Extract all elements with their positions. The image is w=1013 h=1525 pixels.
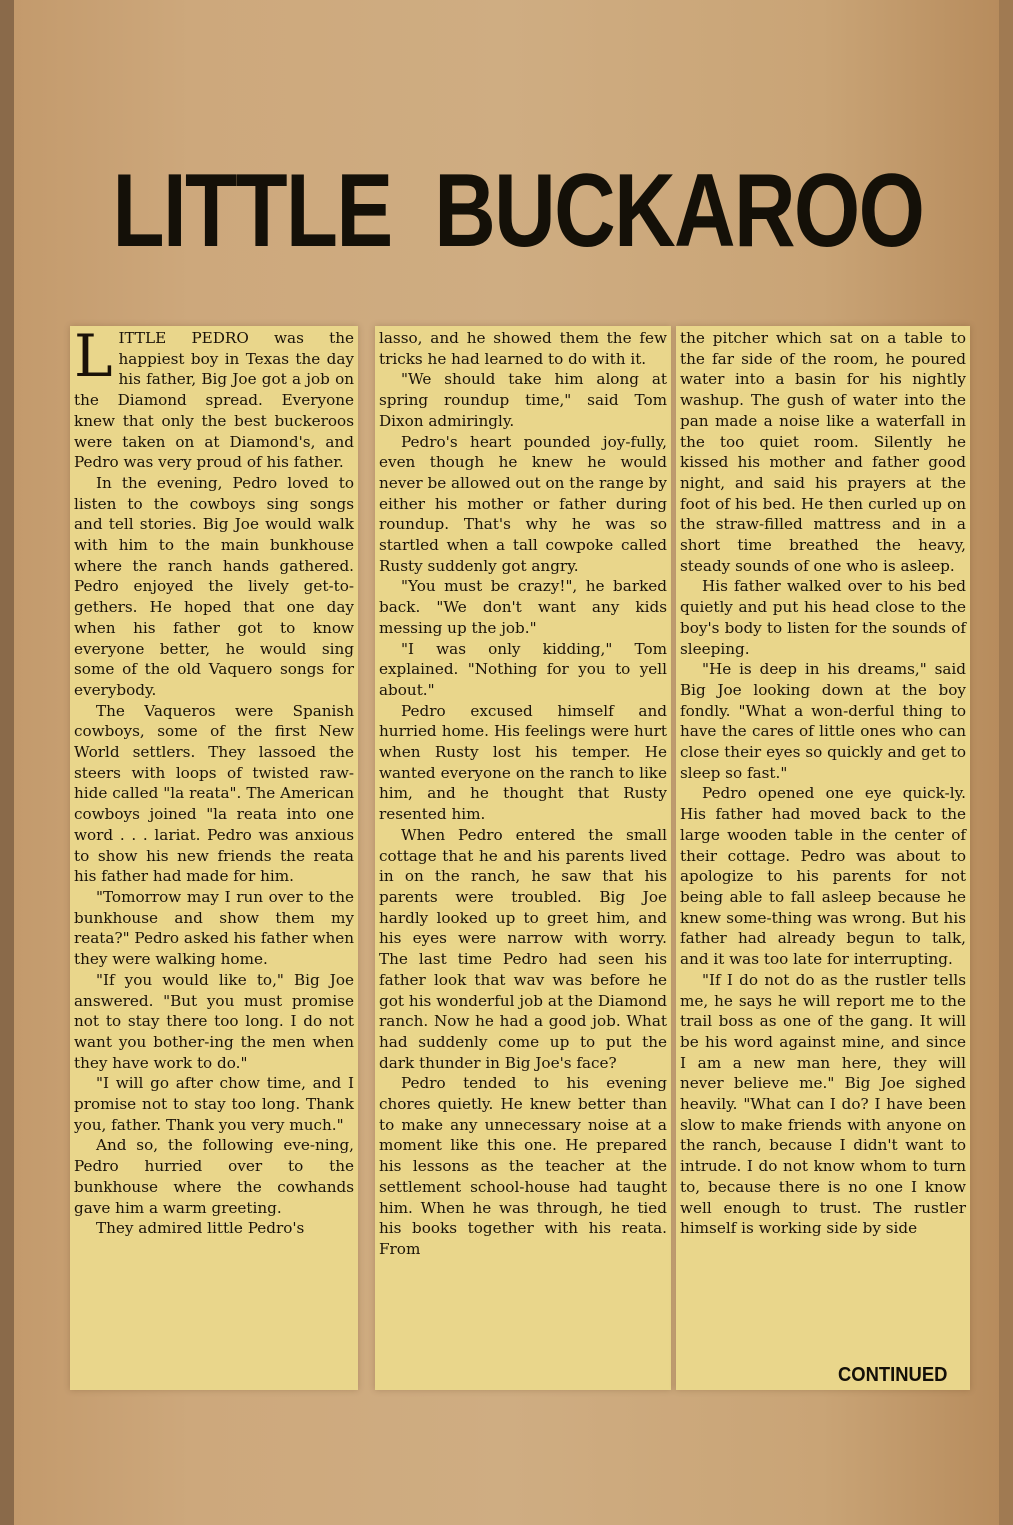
- continued-label: CONTINUED: [838, 1364, 948, 1386]
- paragraph: "You must be crazy!", he barked back. "We don't want any kids messing up the job.": [379, 577, 667, 637]
- paragraph: "He is deep in his dreams," said Big Joe looking down at the boy fondly. "What a won-derful thing to have the cares of little ones who can close their eyes so quickly and get to sleep so fast.": [680, 660, 966, 782]
- paragraph: And so, the following eve-ning, Pedro hurried over to the bunkhouse where the cowhands gave him a warm greeting.: [74, 1136, 354, 1217]
- paragraph: His father walked over to his bed quietly and put his head close to the boy's body to listen for the sounds of sleeping.: [680, 577, 966, 658]
- title-word-2: BUCKAROO: [434, 153, 924, 269]
- paragraph: LITTLE PEDRO was the happiest boy in Texas the day his father, Big Joe got a job on the Diamond spread. Everyone knew that only the best buckeroos were taken on at Diamond's, and Pedro was very proud of his father.: [74, 326, 354, 472]
- paragraph: Pedro's heart pounded joy-fully, even though he knew he would never be allowed out on the range by either his mother or father during roundup. That's why he was so startled when a tall cowpoke called Rusty suddenly got angry.: [379, 432, 667, 575]
- paragraph: In the evening, Pedro loved to listen to the cowboys sing songs and tell stories. Big Joe would walk with him to the main bunkhouse where the ranch hands gathered. Pedro enjoyed the lively get-to-gethers. He hoped that one day when his father got to know everyone better, he would sing some of the old Vaquero songs for everybody.: [74, 473, 354, 699]
- text-column-2: [375, 326, 671, 1390]
- paragraph: "Tomorrow may I run over to the bunkhouse and show them my reata?" Pedro asked his father when they were walking home.: [74, 887, 354, 969]
- paragraph: The Vaqueros were Spanish cowboys, some of the first New World settlers. They lassoed the steers with loops of twisted raw-hide called "la reata". The American cowboys joined "la reata into one word . . . lariat. Pedro was anxious to show his new friends the reata his father had made for him.: [74, 701, 354, 886]
- paragraph: Pedro opened one eye quick-ly. His father had moved back to the large wooden table in the center of their cottage. Pedro was about to apologize to his parents for not being able to fall asleep because he knew some-thing was wrong. But his father had already begun to talk, and it was too late for interrupting.: [680, 784, 966, 969]
- paragraph: "We should take him along at spring roundup time," said Tom Dixon admiringly.: [379, 370, 667, 430]
- paragraph: the pitcher which sat on a table to the far side of the room, he poured water into a basin for his nightly washup. The gush of water into the pan made a noise like a waterfall in the too quiet room. Silently he kissed his mother and father good night, and said his prayers at the foot of his bed. He then curled up on the straw-filled mattress and in a short time breathed the heavy, steady sounds of one who is asleep.: [680, 329, 966, 575]
- title-word-1: LITTLE: [112, 153, 392, 269]
- paragraph: Pedro excused himself and hurried home. His feelings were hurt when Rusty lost his temper. He wanted everyone on the ranch to like him, and he thought that Rusty resented him.: [379, 701, 667, 824]
- paragraph: lasso, and he showed them the few tricks he had learned to do with it.: [379, 329, 667, 368]
- paragraph: "I was only kidding," Tom explained. "Nothing for you to yell about.": [379, 639, 667, 699]
- paragraph: When Pedro entered the small cottage that he and his parents lived in on the ranch, he saw that his parents were troubled. Big Joe hardly looked up to greet him, and his eyes were narrow with worry. The last time Pedro had seen his father look that wav was before he got his wonderful job at the Diamond ranch. Now he had a good job. What had suddenly come up to put the dark thunder in Big Joe's face?: [379, 825, 667, 1072]
- paragraph: They admired little Pedro's: [96, 1219, 305, 1238]
- paragraph: "If I do not do as the rustler tells me, he says he will report me to the trail boss as one of the gang. It will be his word against mine, and since I am a new man here, they will never believe me." Big Joe sighed heavily. "What can I do? I have been slow to make friends with anyone on the ranch, because I didn't want to intrude. I do not know whom to turn to, because there is no one I know well enough to trust. The rustler himself is working side by side: [680, 970, 966, 1238]
- page-edge-right: [999, 0, 1013, 1525]
- text-column-3: [676, 326, 970, 1390]
- page-edge-left: [0, 0, 14, 1525]
- text-column-1: [70, 326, 358, 1390]
- paragraph: "I will go after chow time, and I promise not to stay too long. Thank you, father. Thank you very much.": [74, 1074, 354, 1134]
- drop-cap: L: [74, 326, 113, 390]
- paragraph: "If you would like to," Big Joe answered. "But you must promise not to stay there too long. I do not want you bother-ing the men when they have work to do.": [74, 970, 354, 1072]
- paragraph: Pedro tended to his evening chores quietly. He knew better than to make any unnecessary noise at a moment like this one. He prepared his lessons as the teacher at the settlement school-house had taught him. When he was through, he tied his books together with his reata. From: [379, 1074, 667, 1258]
- story-title: [91, 152, 922, 271]
